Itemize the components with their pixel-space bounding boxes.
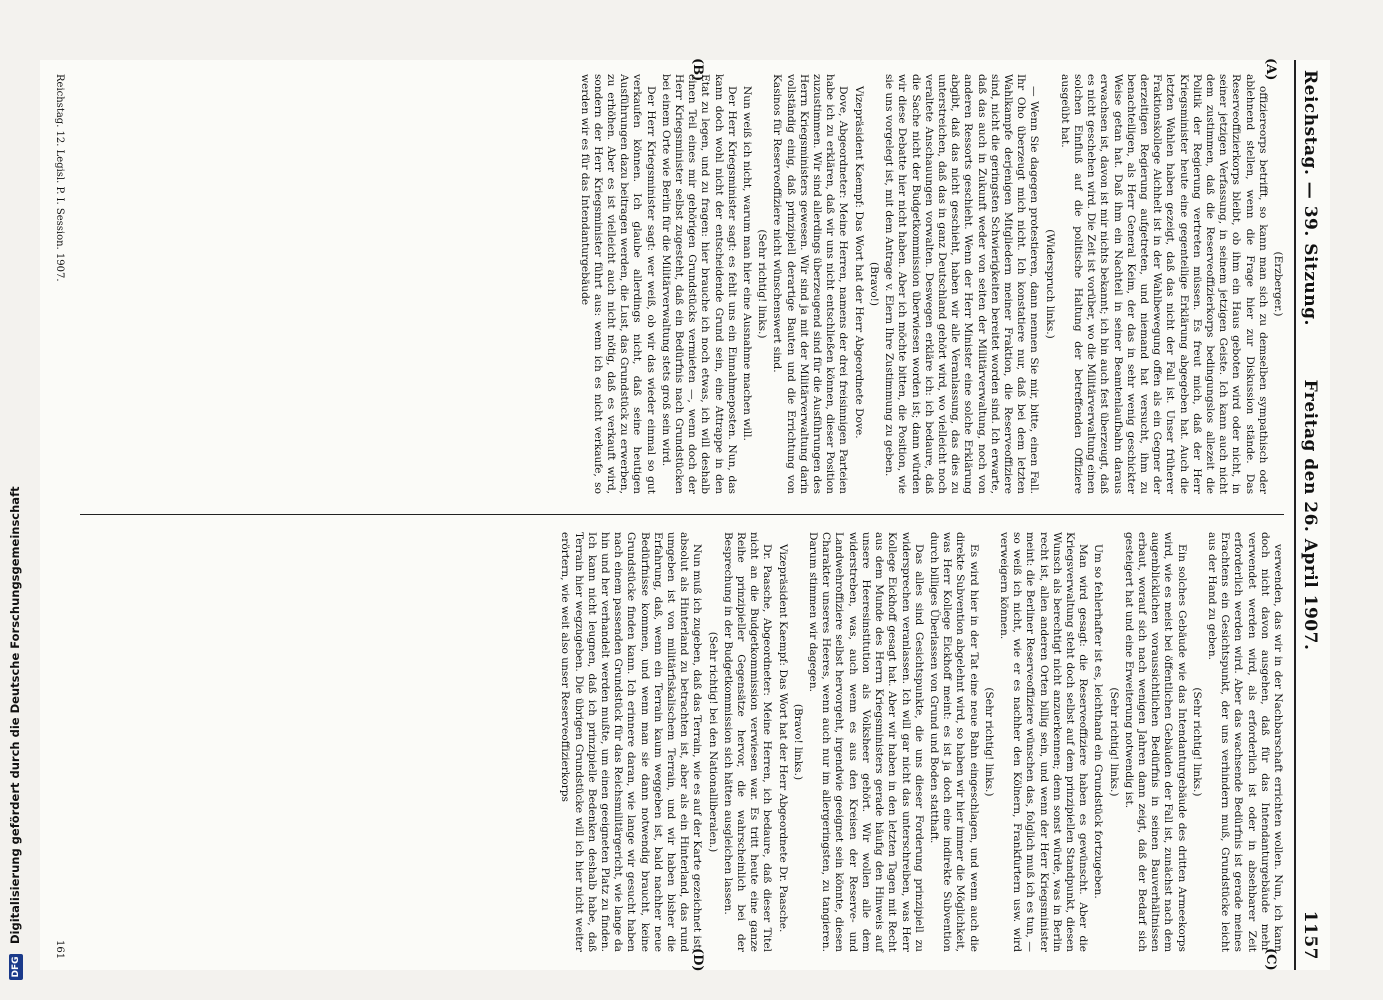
left-text-column [80,74,1284,494]
paragraph: Nun muß ich zugeben, daß das Terrain, wie es auf der Karte gezeichnet ist, absolut als Hinterland zu betrachten ist, aber als ein Hinterland, das rund umgeben ist von militärfiskalischem Terrain, und wir haben bisher die Erfahrung, daß, wenn ein Terrain kaum weggeben ist, bald nachher neue Bedürfnisse kommen, und wenn man sie dann notwendig braucht, keine Grundstücke finden kann. Ich erinnere daran, wie lange wir gesucht haben nach einem passenden Grundstück für das Reichsmilitärgericht, wie lange da hin und her verhandelt werden mußte, um einen geeigneten Platz zu finden. Ich kann nicht leugnen, daß ich prinzipielle Bedenken deshalb habe, daß Terrain hier wegzugeben. Die übrigen Grundstücke will ich hier nicht weiter erörtern, wie weit also unser Reserveoffizierkorps [559,532,704,952]
paragraph: Der Herr Kriegsminister sagt: es fehlt uns ein Einnahmeposten. Nun, das kann doch wohl nicht der entscheidende Grund sein, eine Attrappe in den Etat zu legen, und zu fragen: hier brauche ich noch etwas, ich will deshalb einen Teil eines mir gehörigen Grundstücks vermieten —, wenn doch der Herr Kriegsminister selbst zugesteht, daß ein Bedürfnis nach Grundstücken bei einem Orte wie Berlin für die Militärverwaltung stets groß sein wird. [659,74,738,494]
paragraph: (Erzberger.) [1272,251,1284,317]
margin-marker-a: (A) [1263,58,1278,81]
paragraph: Um so fehlerhafter ist es, leichthand ein Grundstück fortzugeben. [1092,544,1105,899]
paragraph: Vizepräsident Kaempf: Das Wort hat der Herr Abgeordnete Dr. Paasche. [776,544,789,933]
footer-sheet-number: 161 [54,940,65,960]
paragraph: offiziereorps betrifft, so kann man sich zu demselben sympathisch oder ablehnend stellen, wenn die Frage hier zur Diskussion stände. Das Reserveoffizierkorps bleibt, ob ihm ein Haus geboten wird oder nicht, in seiner jetzigen Verfassung, in seinem jetzigen Geiste. Ich kann auch nicht dem zustimmen, daß die Reserveoffizierkorps bedingungslos allezeit die Politik der Regierung vertreten müssen. Es freut mich, daß der Herr Kriegsminister heute eine gegenteilige Erklärung abgegeben hat. Auch die letzten Wahlen haben gezeigt, daß das nicht der Fall ist. Unser früherer Fraktionskollege Aichhelt ist in der Wahlbewegung offen als ein Gegner der derzeitigen Regierung aufgetreten, und niemand hat versucht, ihm zu benachteiligen, als Herr General Keim, der das in sehr wenig geschickter Weise getan hat. Daß ihm ein Nachteil in seiner Beamtenlaufbahn daraus erwachsen ist, davon ist mir nichts bekannt; ich bin auch fest überzeugt, daß es nicht geschehen wird. Die Zeit ist vorüber, wo die Militärverwaltung einen solchen Einfluß auf die politische Haltung der betreffenden Offiziere ausgeübt hat. [1058,74,1269,494]
paragraph: (Sehr richtig! bei den Nationalliberalen.) [706,631,719,853]
paragraph: Man wird gesagt: die Reserveoffiziere haben es gewünscht. Aber die Kriegsverwaltung steht doch selbst auf dem prinzipiellen Standpunkt, diesen Wunsch als berechtigt nicht anzuerkennen; denn sonst würde, was in Berlin recht ist, allen anderen Orten billig sein, und wenn der Herr Kriegsminister meint: die Berliner Reserveoffiziere wünschen das, folglich muß ich es tun, — so weiß ich nicht, wie er es nachher den Kölnern, Frankfurtern usw. wird verweigern können. [997,532,1090,952]
paragraph: Dove, Abgeordneter: Meine Herren, namens der drei freisinnigen Parteien habe ich zu erklären, daß wir uns nicht entschließen können, dieser Position zuzustimmen. Wir sind allerdings überzeugend sind für die Ausführungen des Herrn Kriegsministers gewesen. Wir sind ja mit der Militärverwaltung darin vollständig einig, daß prinzipiell derartige Bauten und die Errichtung von Kasinos für Reserveoffiziere nicht wünschenswert sind. [771,74,850,494]
credit-text: Digitalisierung gefördert durch die Deutsche Forschungsgemeinschaft [8,486,22,944]
paragraph: (Sehr richtig! links.) [1190,687,1203,797]
paragraph: (Bravo! links.) [791,703,804,781]
paragraph: verwenden, das wir in der Nachbarschaft errichten wollen. Nun, ich kann doch nicht davon ausgehen, daß für das Intendanturgebäude mehr verwendet werden wird, als erforderlich ist oder in absehbarer Zeit erforderlich werden wird. Aber das wachsende Bedürfnis ist gerade meines Erachtens ein Gesichtspunkt, der uns verhindern muß, Grundstücke leicht aus der Hand zu geben. [1205,532,1284,952]
paragraph: — Wenn Sie dagegen protestieren, dann nennen Sie mir, bitte, einen Fall. Ihr Oho überzeugt mich nicht. Ich konstatiere nur, daß bei dem letzten Wahlkampfe derjenigen Mitgliedern meiner Fraktion, die Reserveoffiziere sind, nicht die geringsten Schwierigkeiten bereitet worden sind. Ich erwarte, daß das auch in Zukunft weder von seiten der Militärverwaltung, noch von anderen Ressorts geschieht. Wenn der Herr Minister eine solche Erklärung abgibt, daß das nicht geschieht, haben wir alle Veranlassung, das dies zu unterstreichen, daß das in ganz Deutschland gehört wird, wo vielleicht noch veraltete Anschauungen vorwalten. Deswegen erkläre ich: ich bedaure, daß die Sache nicht der Budgetkommission überwiesen worden ist; dann würden wir diese Debatte hier nicht haben. Aber ich möchte bitten, die Position, wie sie uns vorgelegt ist, mit dem Antrage v. Elern Ihre Zustimmung zu geben. [883,74,1041,494]
right-text-column [80,532,1284,952]
page-header [1294,60,1320,970]
margin-marker-c: (C) [1263,948,1278,971]
dfg-logo-icon: DFG [9,954,23,980]
paragraph: Vizepräsident Kaempf: Das Wort hat der Herr Abgeordnete Dove. [852,86,865,439]
paragraph: (Widerspruch links.) [1043,229,1056,339]
paragraph: (Sehr richtig! links.) [756,229,769,339]
footer-left: Reichstag. 12. Legisl. P. I. Session. 1907. [54,74,65,282]
paragraph: Ein solches Gebäude wie das Intendanturgebäude des dritten Armeekorps wird, wie es meist bei öffentlichen Gebäuden der Fall ist, zunächst nach dem augenblicklichen voraussichtlichen Bedürfnis in seinen Bauverhältnissen erbaut, worauf sich nach wenigen Jahren dann zeigt, daß der Bedarf sich gesteigert hat und eine Erweiterung notwendig ist. [1122,532,1188,952]
paragraph: Es wird hier in der Tat eine neue Bahn eingeschlagen, und wenn auch die direkte Subvention abgelehnt wird, so haben wir hier immer die Möglichkeit, was Herr Kollege Eickhoff meint: es ist ja doch eine indirekte Subvention durch billiges Überlassen von Grund und Boden statthaft. [927,532,980,952]
scanned-page [40,60,1330,970]
margin-marker-d: (D) [690,948,705,972]
paragraph: (Sehr richtig! links.) [1107,687,1120,797]
rotated-page-content [40,60,1330,970]
header-left: Reichstag. — 39. Sitzung. [1300,70,1320,326]
column-divider [80,514,1284,515]
paragraph: Das alles sind Gesichtspunkte, die uns dieser Forderung prinzipiell zu widersprechen veranlassen. Ich will gar nicht das unterschreiben, was Herr Kollege Eickhoff gesagt hat. Aber wir haben in den letzten Tagen mit Recht aus dem Munde des Herrn Kriegsministers gerade häufig den Hinweis auf unsere Heeresinstitution als Volksheer gehört. Wir wollen alle dem widerstreben, was, auch wenn es aus den Kreisen der Reserve- und Landwehroffiziere selbst hervorgeht, irgendwie geeignet sein könnte, diesen Charakter unseres Heeres, wenn auch nur im allergeringsten, zu tangieren. Darum stimmen wir dagegen. [807,532,925,952]
paragraph: Nun weiß ich nicht, warum man hier eine Ausnahme machen will. [741,86,754,441]
margin-marker-b: (B) [690,58,705,82]
paragraph: Dr. Paasche, Abgeordneter: Meine Herren, ich bedaure, daß dieser Titel nicht an die Budgetkommission verwiesen war. Es tritt heute eine ganze Reihe prinzipieller Gegensätze hervor, die wahrscheinlich bei der Besprechung in der Budgetkommission sich hätten ausgleichen lassen. [721,532,774,952]
digitization-credit [2,60,28,980]
paragraph: (Sehr richtig! links.) [982,687,995,797]
header-center: Freitag den 26. April 1907. [1300,379,1320,651]
paragraph: Der Herr Kriegsminister sagt: wer weiß, ob wir das wieder einmal so gut verkaufen können. Ich glaube allerdings nicht, daß seine heutigen Ausführungen dazu beitragen werden, die Lust, das Grundstück zu erwerben, zu erhöhen. Aber es ist vielleicht auch nicht nötig, daß es verkauft wird, sondern der Herr Kriegsminister führt aus: wenn ich es nicht verkaufe, so werden wir es für das Intendanturgebäude [578,74,657,494]
paragraph: (Bravo!) [867,261,880,307]
page-number: 1157 [1300,910,1320,960]
